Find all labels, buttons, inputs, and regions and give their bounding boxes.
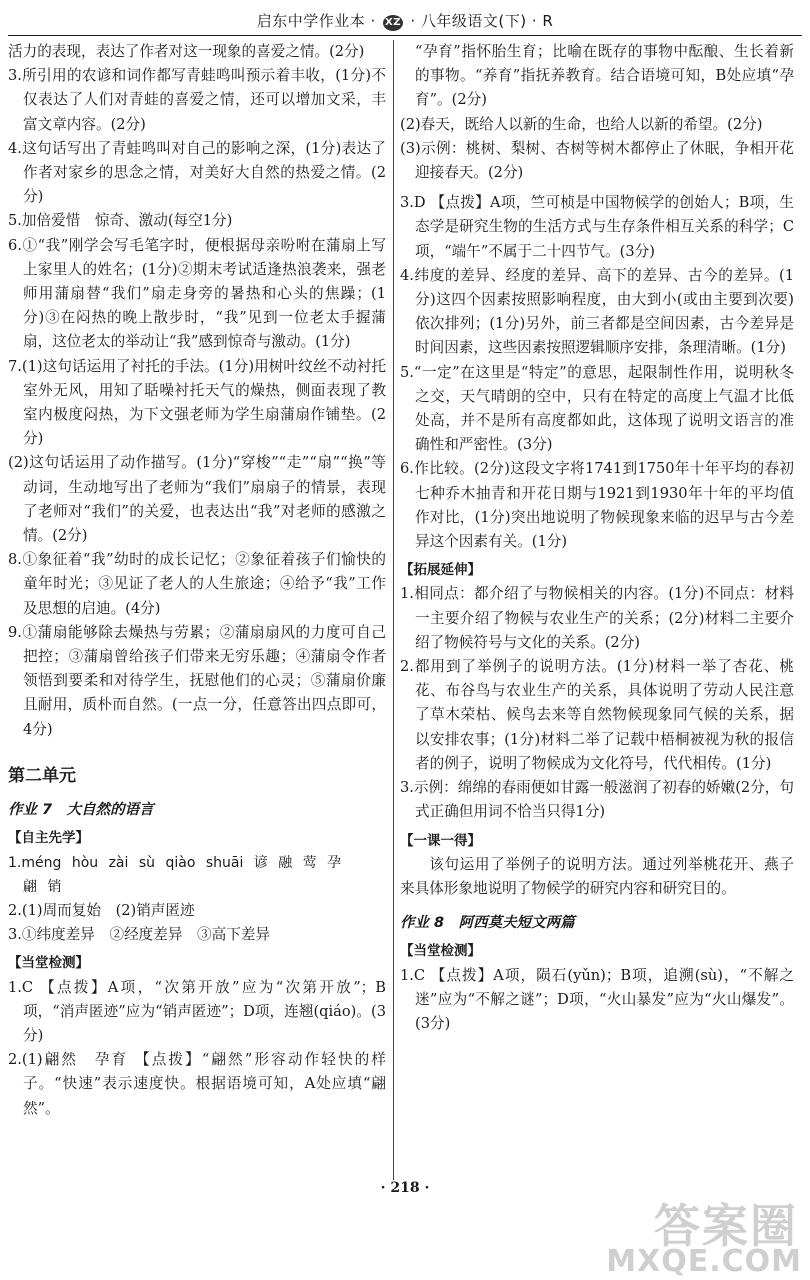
page-number: · 218 ·	[380, 1180, 430, 1196]
watermark-text-cn: 答案圈	[654, 1199, 798, 1253]
header-title	[0, 10, 810, 31]
header-rule	[8, 35, 802, 36]
section-label-self-study: 【自主先学】	[8, 830, 89, 847]
unit-title: 第二单元	[8, 765, 76, 786]
column-divider	[393, 40, 394, 1180]
watermark-logo	[606, 1190, 810, 1280]
answer-item: 1.C 【点拨】A项，“次第开放”应为“次第开放”；B项，“消声匿迹”应为“销声匿迹”；D项，连翘(qiáo)。(3分)	[8, 978, 386, 1044]
answer-item-cont: “孕育”指怀胎生育；比喻在既存的事物中酝酿、生长着新的事物。“养育”指抚养教育。结合语境可知，B处应填“孕育”。(2分)	[415, 43, 794, 109]
answer-item: 4.这句话写出了青蛙鸣叫对自己的影响之深，(1分)表达了作者对家乡的思念之情，对美好大自然的热爱之情。(2分)	[8, 139, 386, 206]
header-title-prefix: 启东中学作业本 ·	[256, 12, 376, 30]
answer-item: 2.都用到了举例子的说明方法。(1分)材料一举了杏花、桃花、布谷鸟与农业生产的关系，具体说明了劳动人民注意了草木荣枯、候鸟去来等自然物候现象同气候的关系，据以安排农事；(1分)材料二举了记载中梧桐被视为秋的报信者的例子，说明了物候成为文化符号，代代相传。(1分)	[400, 658, 794, 772]
answer-item: 9.①蒲扇能够除去燥热与劳累；②蒲扇扇风的力度可自己把控；③蒲扇曾给孩子们带来无穷乐趣；④蒲扇令作者领悟到要柔和对待学生，抚慰他们的心灵；⑤蒲扇价廉且耐用，质朴而自然。(一点一分，任意答出四点即可，4分)	[8, 623, 386, 738]
answer-item: 6.①“我”刚学会写毛笔字时，便根据母亲吩咐在蒲扇上写上家里人的姓名；(1分)②期末考试适逢热浪袭来，强老师用蒲扇替“我们”扇走身旁的暑热和心头的焦躁；(1分)③在闷热的晚上散步时，“我”见到一位老太手握蒲扇，这位老太的举动让“我”感到惊奇与激动。(1分)	[8, 236, 386, 351]
answer-item: 1.相同点：都介绍了与物候相关的内容。(1分)不同点：材料一主要介绍了物候与农业生产的关系；(2分)材料二主要介绍了物候符号与文化的关系。(2分)	[400, 585, 794, 651]
answer-item: 8.①象征着“我”幼时的成长记忆；②象征着孩子们愉快的童年时光；③见证了老人的人生旅途；④给予“我”工作及思想的启迪。(4分)	[8, 551, 386, 617]
answer-paragraph: 活力的表现，表达了作者对这一现象的喜爱之情。(2分)	[8, 43, 365, 60]
answer-item: (2)这句话运用了动作描写。(1分)“穿梭”“走”“扇”“换”等动词，生动地写出了老师为“我们”扇扇子的情景，表现了老师对“我们”的关爱，也表达出“我”对老师的感激之情。(2分)	[8, 454, 386, 545]
answer-item-pinyin: 1.méng hòu zài sù qiào shuāi 谚 融 莺 孕	[8, 854, 342, 871]
left-column	[8, 40, 386, 1121]
section-label-extension: 【拓展延伸】	[400, 562, 481, 579]
homework-7-title: 作业 7 大自然的语言	[8, 802, 154, 819]
homework-8-title: 作业 8 阿西莫夫短文两篇	[400, 915, 575, 932]
answer-item: 1.C 【点拨】A项，陨石(yǔn)；B项，追溯(sù)，“不解之迷”应为“不解之谜”；D项，“火山暴发”应为“火山爆发”。(3分)	[400, 966, 794, 1032]
answer-item-pinyin-cont: 翩 销	[23, 878, 62, 895]
watermark-text-en: MXQE.COM	[606, 1244, 802, 1279]
answer-item: (3)示例：桃树、梨树、杏树等树木都停止了休眠，争相开花迎接春天。(2分)	[400, 139, 794, 182]
answer-item: 2.(1)翩然 孕育 【点拨】“翩然”形容动作轻快的样子。“快速”表示速度快。根据语境可知，A处应填“翩然”。	[8, 1051, 386, 1117]
page-header	[0, 0, 810, 40]
answer-item: 7.(1)这句话运用了衬托的手法。(1分)用树叶纹丝不动衬托室外无风，用知了聒噪衬托天气的燥热，侧面表现了教室内极度闷热，为下文强老师为学生扇蒲扇作铺垫。(2分)	[8, 357, 386, 448]
answer-item: 2.(1)周而复始 (2)销声匿迹	[8, 901, 195, 919]
answer-item: 3.D 【点拨】A项，竺可桢是中国物候学的创始人；B项，生态学是研究生物的生活方式与生存条件相互关系的科学；C项，“端午”不属于二十四节气。(3分)	[400, 194, 794, 260]
publisher-logo-icon: XZ	[383, 15, 403, 31]
header-title-suffix: · 八年级语文(下) · R	[410, 12, 554, 30]
answer-item: 3.示例：绵绵的春雨便如甘露一般滋润了初春的娇嫩(2分，句式正确但用词不恰当只得1分)	[400, 779, 794, 821]
section-label-in-class-test: 【当堂检测】	[400, 943, 481, 960]
answer-item: 5.加倍爱惜 惊奇、激动(每空1分)	[8, 212, 233, 230]
answer-item: 3.①纬度差异 ②经度差异 ③高下差异	[8, 926, 271, 944]
right-column	[400, 40, 794, 1036]
answer-item: 3.所引用的农谚和词作都写青蛙鸣叫预示着丰收，(1分)不仅表达了人们对青蛙的喜爱之情，还可以增加文采，丰富文章内容。(2分)	[8, 67, 386, 133]
section-label-lesson-takeaway: 【一课一得】	[400, 832, 481, 849]
section-label-in-class-test: 【当堂检测】	[8, 955, 89, 972]
answer-item: 4.纬度的差异、经度的差异、高下的差异、古今的差异。(1分)这四个因素按照影响程度，由大到小(或由主要到次要)依次排列；(1分)另外，前三者都是空间因素，古今差异是时间因素，这些因素按照逻辑顺序安排，条理清晰。(1分)	[400, 266, 794, 357]
answer-item: 5.“一定”在这里是“特定”的意思，起限制性作用，说明秋冬之交，天气晴朗的空中，只有在特定的高度上气温才比低处高，并不是所有高度都如此，这体现了说明文语言的准确性和严密性。(3分)	[400, 363, 794, 454]
answer-item: (2)春天，既给人以新的生命，也给人以新的希望。(2分)	[400, 115, 763, 133]
answer-item: 6.作比较。(2分)这段文字将1741到1750年十年平均的春初七种乔木抽青和开花日期与1921到1930年十年的平均值作对比，(1分)突出地说明了物候现象来临的迟早与古今差异这个因素有关。(1分)	[400, 460, 794, 551]
lesson-takeaway-text: 该句运用了举例子的说明方法。通过列举桃花开、燕子来具体形象地说明了物候学的研究内容和研究目的。	[400, 855, 794, 897]
